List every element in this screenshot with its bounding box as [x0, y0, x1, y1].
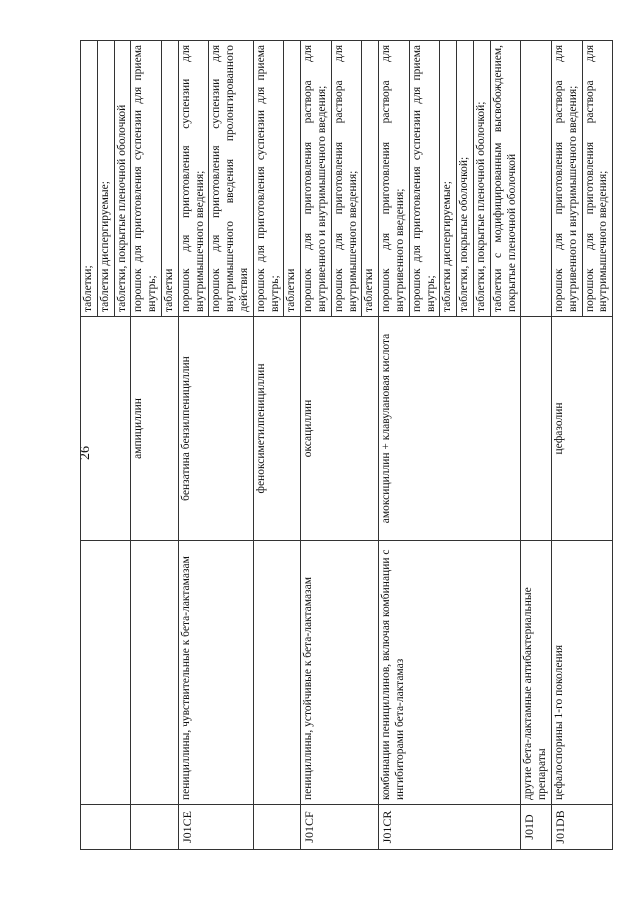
- dosage-form-cell: таблетки диспергируемые;: [97, 41, 114, 317]
- code-cell: [131, 805, 178, 850]
- dosage-form-cell: таблетки: [284, 41, 301, 317]
- table-row: [81, 41, 98, 850]
- table-row: [178, 41, 209, 850]
- dosage-form-cell: таблетки, покрытые оболочкой;: [457, 41, 474, 317]
- dosage-form-cell: порошок для приготовления раствора для внутривенного введения;: [379, 41, 410, 317]
- table-viewport: [80, 40, 610, 850]
- drug-cell: цефазолин: [551, 317, 612, 541]
- group-cell: пенициллины, устойчивые к бета-лактамазам: [301, 541, 379, 805]
- dosage-form-cell: порошок для приготовления суспензии для приема внутрь;: [131, 41, 162, 317]
- dosage-form-cell: таблетки с модифицированным высвобождением, покрытые пленочной оболочкой: [490, 41, 521, 317]
- dosage-form-cell: порошок для приготовления раствора для внутримышечного введения;: [331, 41, 362, 317]
- table-row: [131, 41, 162, 850]
- drug-cell: амоксициллин + клавулановая кислота: [379, 317, 521, 541]
- dosage-form-cell: таблетки, покрытые пленочной оболочкой;: [473, 41, 490, 317]
- dosage-form-cell: порошок для приготовления раствора для внутривенного и внутримышечного введения;: [301, 41, 332, 317]
- drug-classification-table: [80, 40, 613, 850]
- dosage-form-cell: порошок для приготовления суспензии для внутримышечного введения;: [178, 41, 209, 317]
- dosage-form-cell: таблетки диспергируемые;: [440, 41, 457, 317]
- group-cell: другие бета-лактамные антибактериальные препараты: [521, 541, 552, 805]
- rotated-page-content: [80, 40, 610, 850]
- table-row: [253, 41, 284, 850]
- dosage-form-cell: порошок для приготовления суспензии для приема внутрь;: [409, 41, 440, 317]
- group-cell: комбинации пенициллинов, включая комбинации с ингибиторами бета-лактамаз: [379, 541, 521, 805]
- table-body: [81, 41, 613, 850]
- dosage-form-cell: таблетки, покрытые пленочной оболочкой: [114, 41, 131, 317]
- drug-cell: [81, 317, 131, 541]
- code-cell: J01CR: [379, 805, 521, 850]
- group-cell: цефалоспорины 1-го поколения: [551, 541, 612, 805]
- code-cell: [81, 805, 131, 850]
- table-row: [301, 41, 332, 850]
- drug-cell: оксациллин: [301, 317, 379, 541]
- drug-cell: [521, 317, 552, 541]
- table-row: [521, 41, 552, 850]
- dosage-form-cell: порошок для приготовления раствора для внутривенного и внутримышечного введения;: [551, 41, 582, 317]
- table-row: [379, 41, 410, 850]
- dosage-form-cell: таблетки: [362, 41, 379, 317]
- group-cell: пенициллины, чувствительные к бета-лактамазам: [178, 541, 253, 805]
- dosage-form-cell: порошок для приготовления суспензии для приема внутрь;: [253, 41, 284, 317]
- dosage-form-cell: порошок для приготовления суспензии для внутримышечного введения пролонгированного действия: [209, 41, 253, 317]
- drug-cell: феноксиметилпенициллин: [253, 317, 300, 541]
- code-cell: [253, 805, 300, 850]
- dosage-form-cell: порошок для приготовления раствора для внутримышечного введения;: [582, 41, 613, 317]
- group-cell: [81, 541, 131, 805]
- table-row: [551, 41, 582, 850]
- code-cell: J01CF: [301, 805, 379, 850]
- dosage-form-cell: [521, 41, 552, 317]
- drug-cell: бензатина бензилпенициллин: [178, 317, 253, 541]
- dosage-form-cell: таблетки;: [81, 41, 98, 317]
- group-cell: [131, 541, 178, 805]
- dosage-form-cell: таблетки: [161, 41, 178, 317]
- page-number: 26: [78, 446, 93, 460]
- code-cell: J01CE: [178, 805, 253, 850]
- group-cell: [253, 541, 300, 805]
- code-cell: J01D: [521, 805, 552, 850]
- code-cell: J01DB: [551, 805, 612, 850]
- drug-cell: ампициллин: [131, 317, 178, 541]
